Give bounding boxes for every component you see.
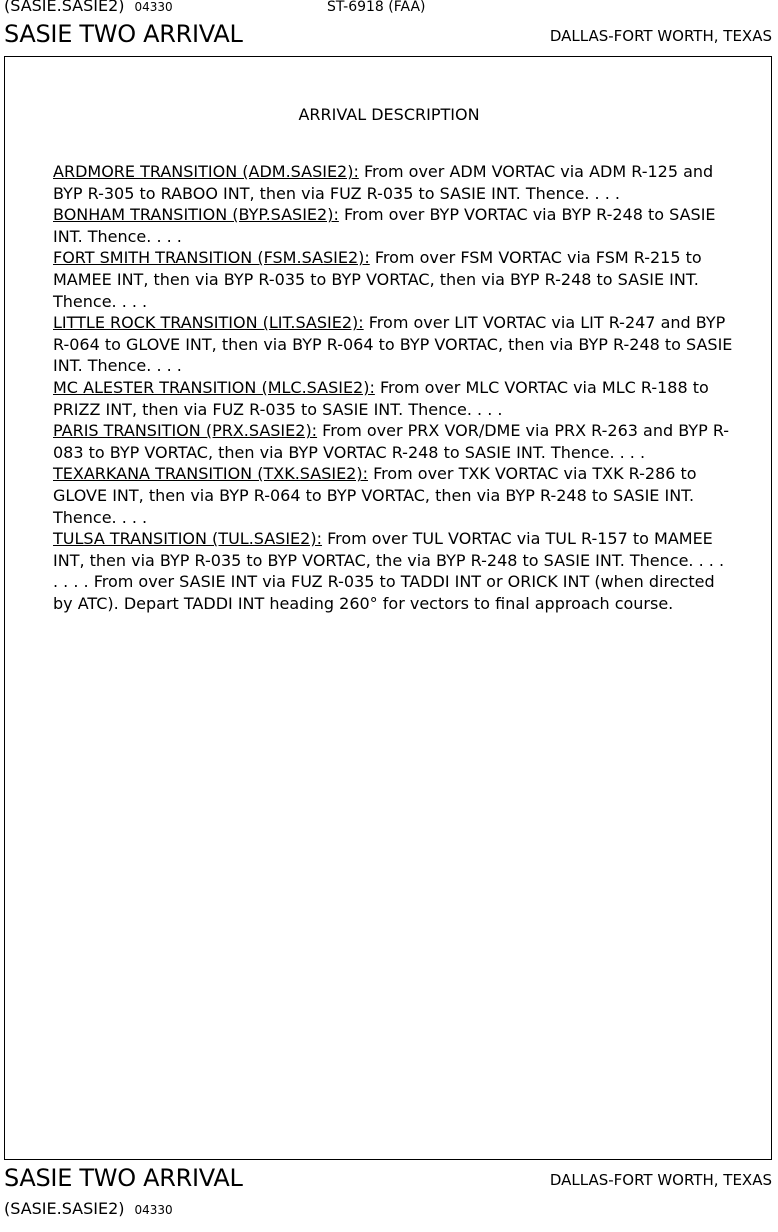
transition-name: PARIS TRANSITION (PRX.SASIE2):	[53, 421, 318, 441]
footer-location: DALLAS-FORT WORTH, TEXAS	[549, 1171, 772, 1189]
transition-text: From over ADM VORTAC via ADM R-125 and BYP R-305 to RABOO INT, then via FUZ R-035 to SASIE INT. Thence. . . .	[53, 162, 714, 203]
final-description: . . . . From over SASIE INT via FUZ R-035 to TADDI INT or ORICK INT (when directed by ATC). Depart TADDI INT heading 260° for vectors to final approach course.	[53, 572, 715, 613]
location-label: DALLAS-FORT WORTH, TEXAS	[549, 27, 772, 45]
transition-text: From over LIT VORTAC via LIT R-247 and BYP R-064 to GLOVE INT, then via BYP R-064 to BYP VORTAC, then via BYP R-248 to SASIE INT. Thence. . . .	[53, 313, 733, 376]
transition-name: MC ALESTER TRANSITION (MLC.SASIE2):	[53, 377, 375, 397]
footer-procedure-code	[4, 1199, 173, 1218]
transition-fort-smith	[53, 247, 733, 312]
transition-text: From over TUL VORTAC via TUL R-157 to MAMEE INT, then via BYP R-035 to BYP VORTAC, the via BYP R-248 to SASIE INT. Thence. . . .	[53, 529, 725, 570]
transition-little-rock	[53, 312, 733, 377]
arrival-description	[53, 161, 733, 614]
transition-name: ARDMORE TRANSITION (ADM.SASIE2):	[53, 162, 359, 181]
transition-bonham	[53, 204, 733, 247]
footer-title: SASIE TWO ARRIVAL	[4, 1164, 243, 1192]
transition-name: LITTLE ROCK TRANSITION (LIT.SASIE2):	[53, 313, 364, 333]
procedure-code: (SASIE.SASIE2)	[4, 1199, 125, 1218]
section-heading: ARRIVAL DESCRIPTION	[298, 105, 480, 124]
chart-number: 04330	[134, 0, 173, 14]
transition-text: From over BYP VORTAC via BYP R-248 to SASIE INT. Thence. . . .	[53, 205, 716, 246]
transition-text: From over PRX VOR/DME via PRX R-263 and BYP R-083 to BYP VORTAC, then via BYP VORTAC R-248 to SASIE INT. Thence. . . .	[53, 421, 730, 462]
description-frame	[4, 56, 772, 1160]
transition-texarkana	[53, 463, 733, 528]
header-procedure-code	[4, 0, 173, 15]
procedure-code: (SASIE.SASIE2)	[4, 0, 125, 15]
transition-text: From over FSM VORTAC via FSM R-215 to MAMEE INT, then via BYP R-035 to BYP VORTAC, then via BYP R-248 to SASIE INT. Thence. . . .	[53, 248, 702, 311]
transition-name: FORT SMITH TRANSITION (FSM.SASIE2):	[53, 248, 370, 268]
transition-ardmore	[53, 161, 733, 204]
transition-name: TULSA TRANSITION (TUL.SASIE2):	[53, 529, 322, 549]
transition-text: From over MLC VORTAC via MLC R-188 to PRIZZ INT, then via FUZ R-035 to SASIE INT. Thence. . . .	[53, 377, 709, 419]
transition-name: TEXARKANA TRANSITION (TXK.SASIE2):	[53, 464, 368, 484]
chart-number: 04330	[134, 1203, 173, 1217]
transition-paris	[53, 420, 733, 463]
transition-text: From over TXK VORTAC via TXK R-286 to GLOVE INT, then via BYP R-064 to BYP VORTAC, then via BYP R-248 to SASIE INT. Thence. . . .	[53, 464, 697, 527]
page-title: SASIE TWO ARRIVAL	[4, 20, 243, 48]
document-id: ST-6918 (FAA)	[327, 0, 426, 15]
transition-tulsa	[53, 528, 733, 571]
transition-mc-alester	[53, 377, 733, 420]
transition-name: BONHAM TRANSITION (BYP.SASIE2):	[53, 205, 339, 225]
